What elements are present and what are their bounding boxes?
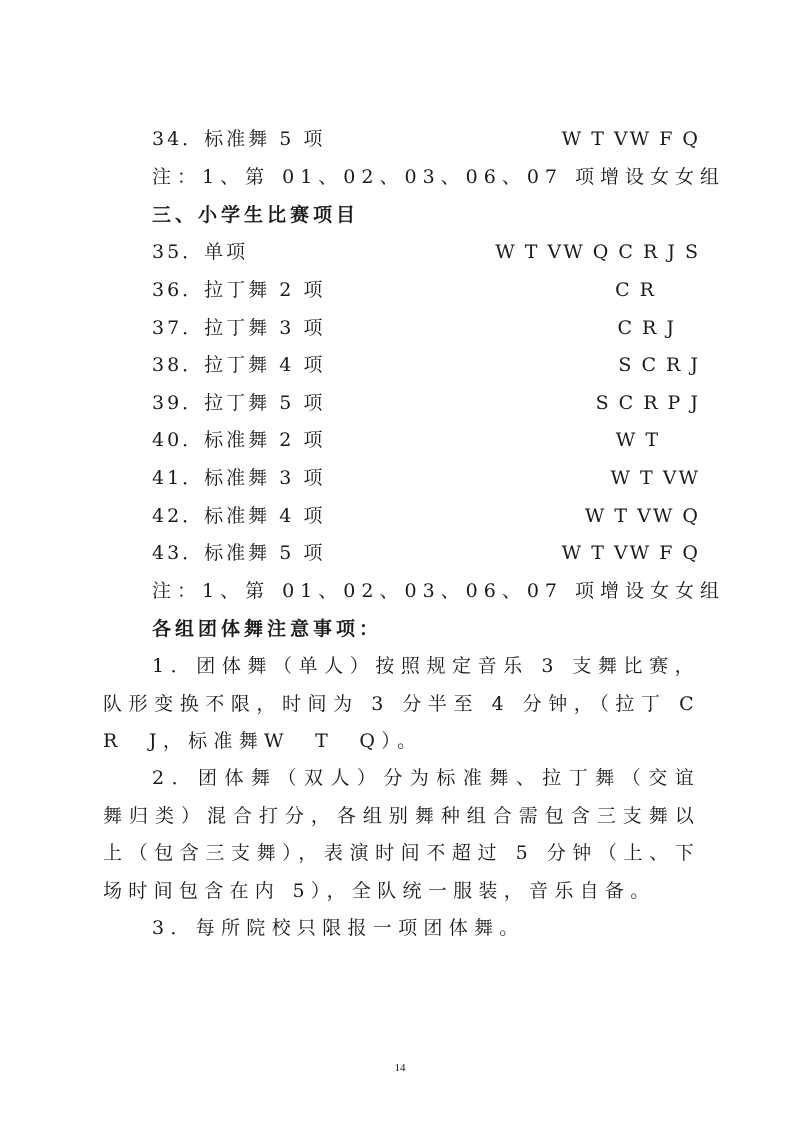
section-heading-group-dance-notes: 各组团体舞注意事项： (152, 618, 383, 640)
paragraph-rule-3: 3．每所院校只限报一项团体舞。 (152, 917, 525, 939)
event-item-codes: S C R J (618, 354, 700, 376)
page-number: 14 (394, 1062, 406, 1074)
event-item-codes: W T (615, 429, 660, 451)
note-women-groups: 注：1、第 01、02、03、06、07 项增设女女组 (152, 166, 726, 188)
event-item-label: 43．标准舞 5 项 (152, 542, 326, 564)
event-item-40 (152, 422, 700, 458)
event-item-codes: C R (615, 279, 656, 301)
event-item-36 (152, 272, 700, 308)
event-item-codes: S C R P J (595, 392, 700, 414)
event-item-39 (152, 385, 700, 421)
event-item-codes: C R J (617, 317, 676, 339)
event-item-codes: W T VW F Q (561, 128, 700, 150)
event-item-38 (152, 347, 700, 383)
event-item-34 (152, 121, 700, 157)
event-item-codes: W T VW F Q (561, 542, 700, 564)
event-item-41 (152, 460, 700, 496)
event-item-label: 39．拉丁舞 5 项 (152, 392, 326, 414)
note-women-groups: 注：1、第 01、02、03、06、07 项增设女女组 (152, 580, 726, 602)
event-item-label: 42．标准舞 4 项 (152, 505, 326, 527)
section-heading-primary-school: 三、小学生比赛项目 (152, 204, 360, 226)
event-item-label: 34．标准舞 5 项 (152, 128, 326, 150)
event-item-42 (152, 498, 700, 534)
paragraph-rule-2: 2．团体舞（双人）分为标准舞、拉丁舞（交谊舞归类）混合打分，各组别舞种组合需包含三支舞以上（包含三支舞），表演时间不超过 5 分钟（上、下场时间包含在内 5），全队统一服装，音乐自备。 (103, 767, 700, 902)
event-item-codes: W T VW Q C R J S (495, 241, 700, 263)
event-item-label: 36．拉丁舞 2 项 (152, 279, 326, 301)
event-item-label: 38．拉丁舞 4 项 (152, 354, 326, 376)
paragraph-rule-1: 1．团体舞（单人）按照规定音乐 3 支舞比赛，队形变换不限，时间为 3 分半至 4 分钟，（拉丁 C R J，标准舞W T Q）。 (103, 655, 726, 752)
event-item-codes: W T VW Q (584, 505, 700, 527)
event-item-label: 40．标准舞 2 项 (152, 429, 326, 451)
event-item-label: 35．单项 (152, 241, 249, 263)
event-item-codes: W T VW (610, 467, 700, 489)
event-item-label: 41．标准舞 3 项 (152, 467, 326, 489)
event-item-37 (152, 310, 700, 346)
event-item-43 (152, 535, 700, 571)
event-item-35 (152, 234, 700, 270)
event-item-label: 37．拉丁舞 3 项 (152, 317, 326, 339)
